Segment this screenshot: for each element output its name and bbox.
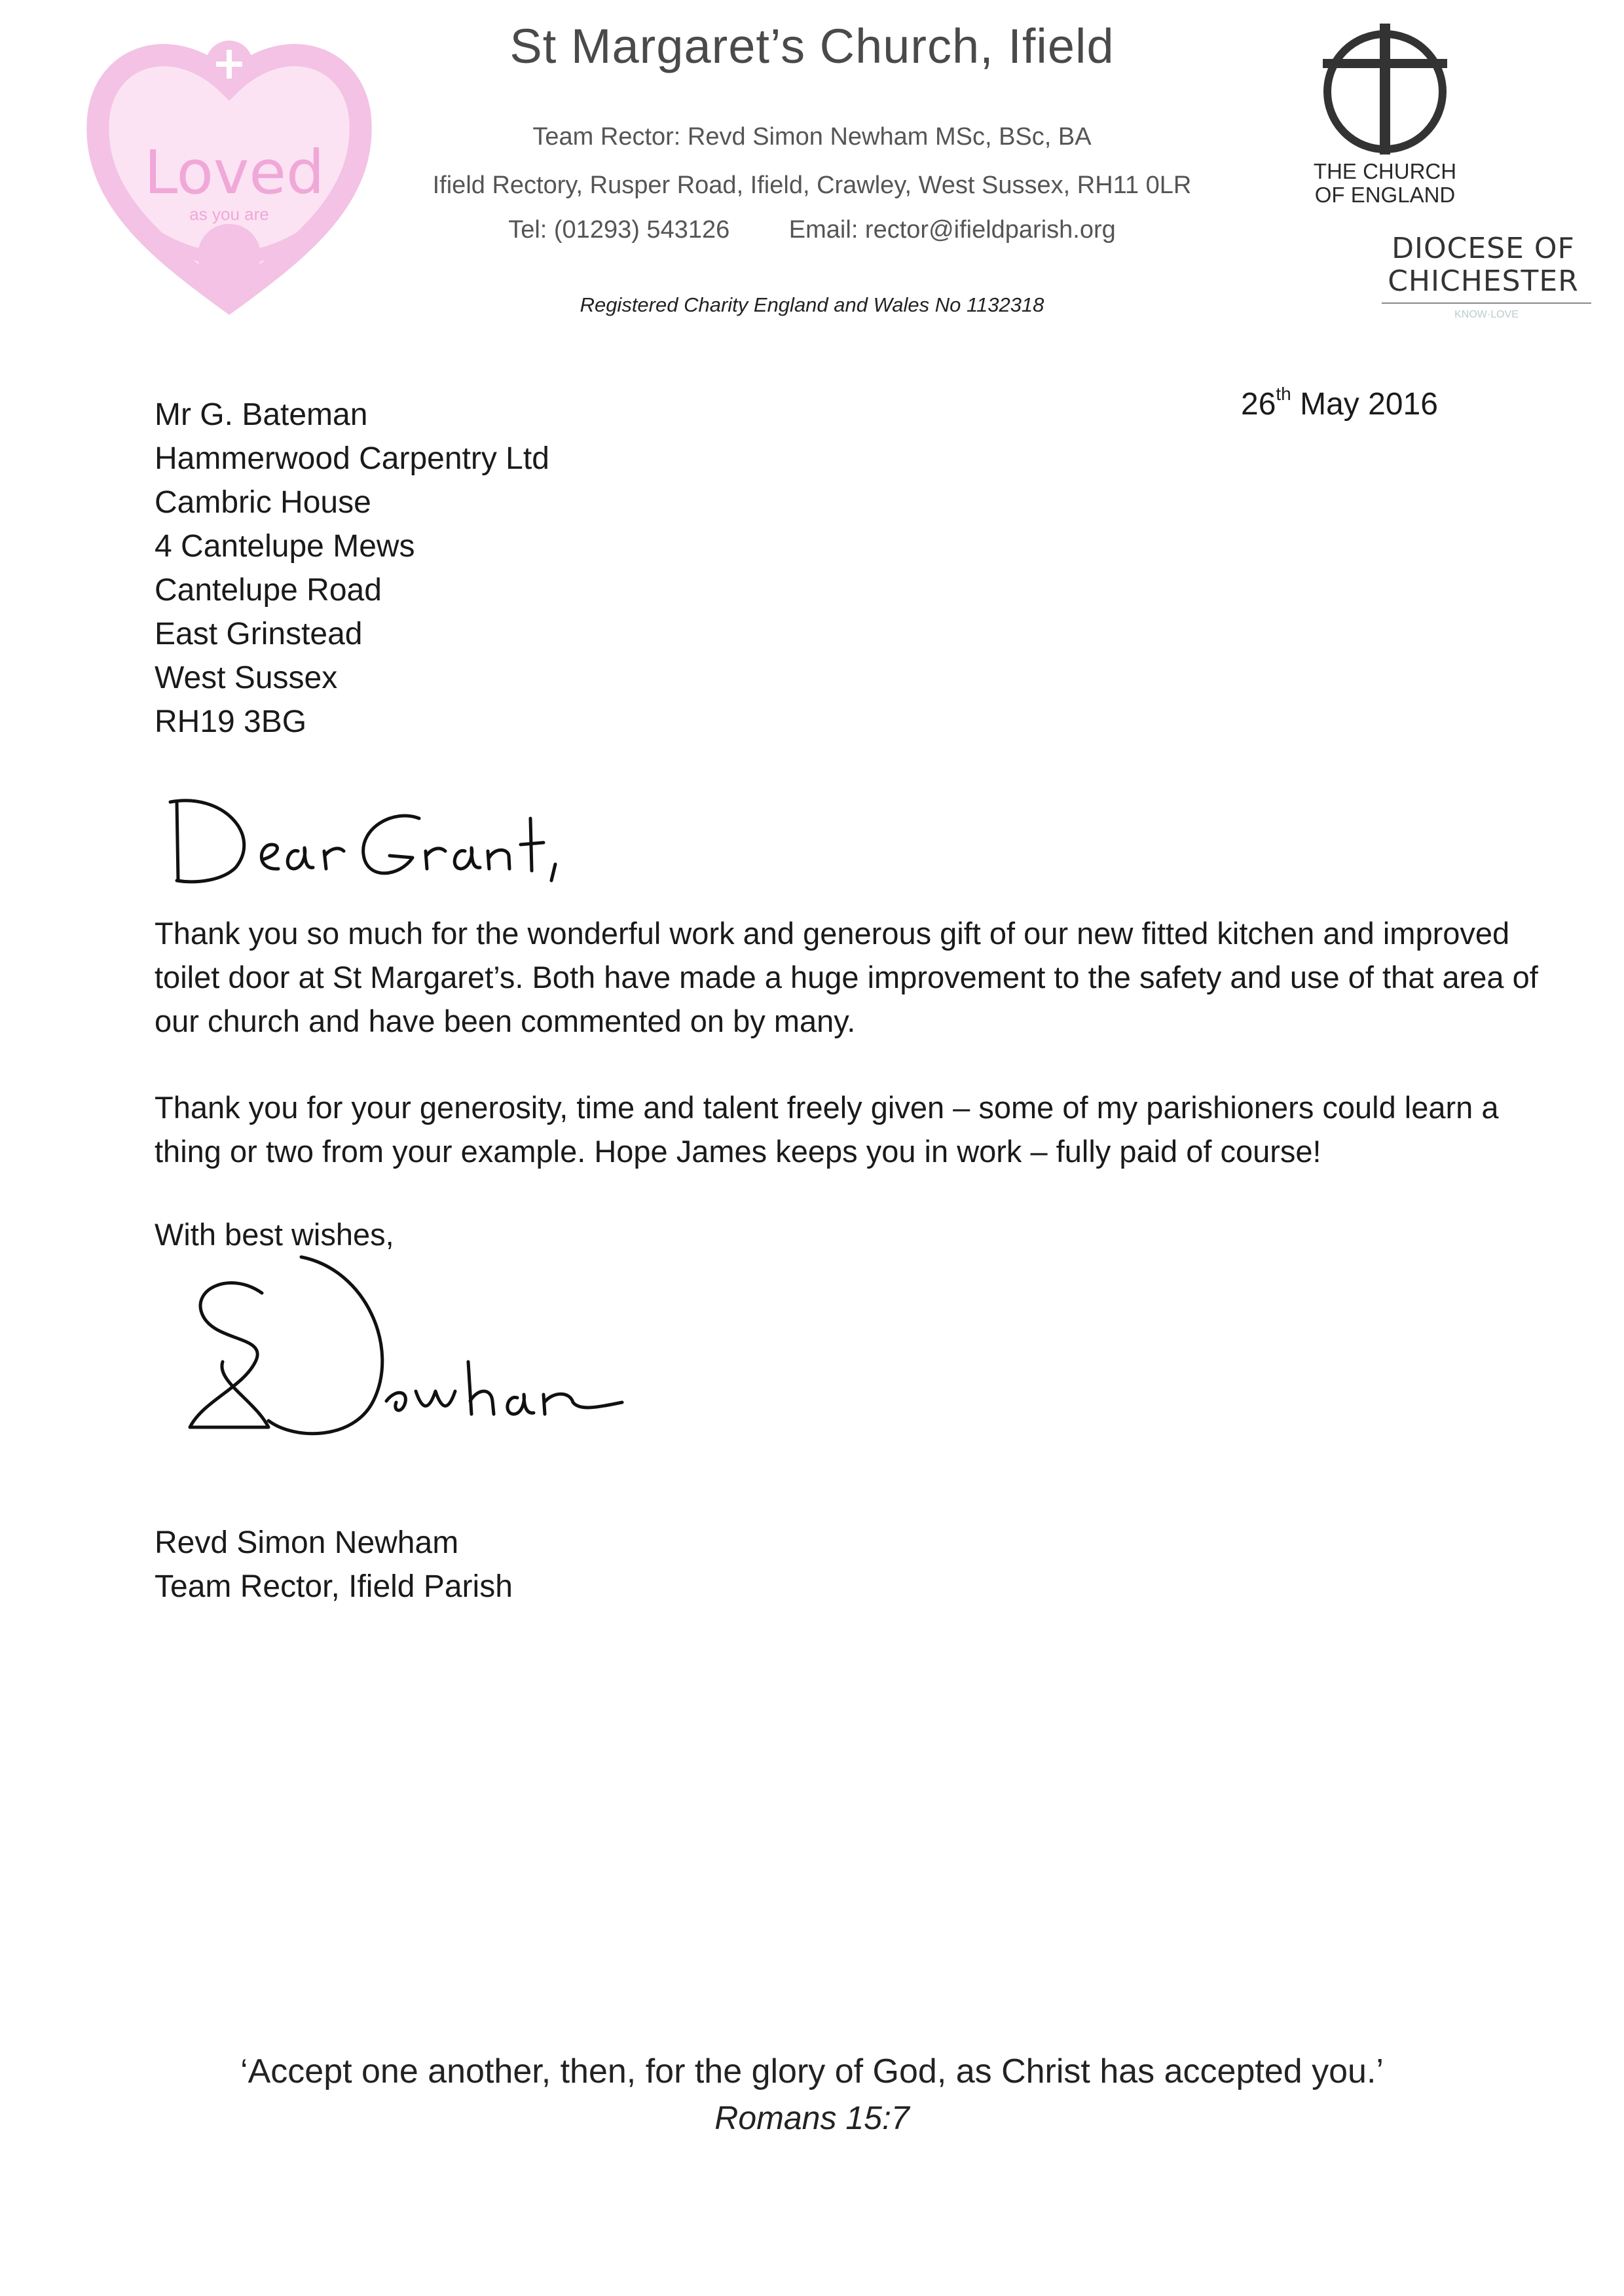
recipient-line: RH19 3BG [155, 704, 307, 739]
letter-paragraph-1: Thank you so much for the wonderful work and generous gift of our new fitted kitchen and improved toilet door at St Margaret’s. Both have made a huge improvement to the safety and use of that area of our church and have been commented on by many. [155, 916, 1538, 1038]
loved-logo-subtext: as you are [189, 204, 269, 224]
letterhead-title: St Margaret’s Church, Ifield [509, 19, 1115, 73]
diocese-subtext: KNOW·LOVE [1454, 309, 1519, 320]
date-suffix: th [1276, 384, 1291, 404]
letterhead-tel: Tel: (01293) 543126 [508, 216, 730, 244]
letter-date [1241, 386, 1438, 422]
diocese-line-2: CHICHESTER [1388, 264, 1579, 298]
recipient-line: Mr G. Bateman [155, 397, 368, 432]
recipient-line: 4 Cantelupe Mews [155, 529, 415, 564]
cross-circle-icon [1303, 20, 1467, 157]
diocese-line-1: DIOCESE OF [1392, 232, 1575, 265]
letterhead-rector: Team Rector: Revd Simon Newham MSc, BSc, BA [532, 123, 1092, 151]
letter-paragraph-2: Thank you for your generosity, time and talent freely given – some of my parishioners could learn a thing or two from your example. Hope James keeps you in work – fully paid of course! [155, 1090, 1499, 1169]
recipient-line: Cambric House [155, 485, 371, 520]
recipient-line: West Sussex [155, 661, 338, 695]
handwritten-salutation [164, 782, 570, 913]
footer-verse-reference: Romans 15:7 [714, 2100, 910, 2136]
recipient-address [155, 393, 549, 744]
coe-line-2: OF ENGLAND [1314, 183, 1456, 207]
church-of-england-logo [1303, 20, 1467, 236]
date-day: 26 [1241, 387, 1276, 422]
signer-block [155, 1521, 513, 1609]
letterhead-charity: Registered Charity England and Wales No 1132318 [580, 293, 1044, 316]
date-month-year: May 2016 [1291, 387, 1438, 422]
letterhead-address: Ifield Rectory, Rusper Road, Ifield, Crawley, West Sussex, RH11 0LR [432, 172, 1192, 199]
loved-heart-logo [79, 13, 380, 321]
diocese-divider [1382, 302, 1591, 304]
recipient-line: Cantelupe Road [155, 573, 382, 608]
coe-logo-text [1303, 160, 1467, 207]
coe-line-1: THE CHURCH [1313, 159, 1457, 183]
footer-verse: ‘Accept one another, then, for the glory of God, as Christ has accepted you.’ [240, 2052, 1384, 2090]
handwritten-signature [177, 1231, 635, 1467]
loved-logo-text: Loved [144, 137, 325, 208]
letter-closing: With best wishes, [155, 1217, 394, 1252]
recipient-line: East Grinstead [155, 617, 363, 651]
signer-title: Team Rector, Ifield Parish [155, 1569, 513, 1604]
diocese-logo-text [1375, 232, 1591, 298]
recipient-line: Hammerwood Carpentry Ltd [155, 441, 549, 476]
letterhead-email: Email: rector@ifieldparish.org [788, 216, 1116, 244]
signer-name: Revd Simon Newham [155, 1525, 459, 1560]
